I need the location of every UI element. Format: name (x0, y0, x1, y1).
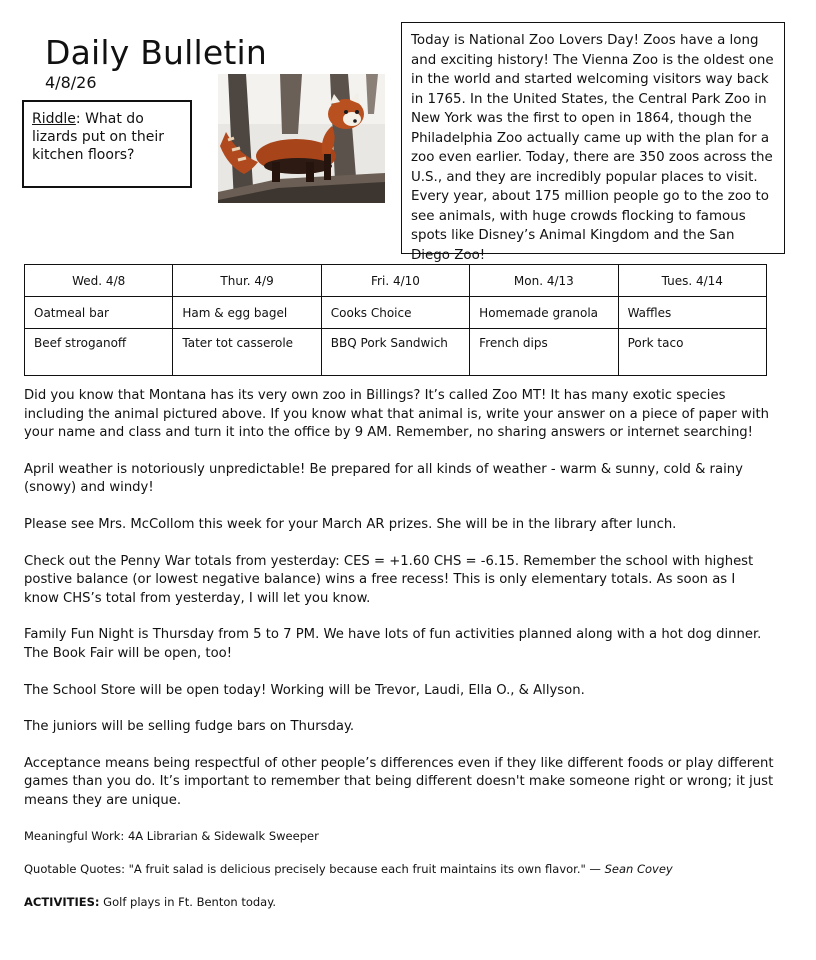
quote-prefix: Quotable Quotes: (24, 861, 129, 876)
lunch-menu-table (24, 264, 767, 376)
bulletin-date: 4/8/26 (45, 73, 97, 92)
announcement-acceptance: Acceptance means being respectful of other people’s differences even if they like different foods or play different games than you do. It’s important to remember that being different doesn't make someone right or wrong; it just means they are unique. (24, 755, 774, 808)
quote-text: "A fruit salad is delicious precisely because each fruit maintains its own flavor." — (128, 861, 605, 876)
announcement-fudge-bars: The juniors will be selling fudge bars on Thursday. (24, 719, 355, 735)
announcement-weather: April weather is notoriously unpredictable! Be prepared for all kinds of weather - warm & sunny, cold & rainy (snowy) and windy! (24, 461, 743, 496)
menu-cell: French dips (470, 329, 618, 376)
menu-day: Wed. 4/8 (25, 265, 173, 297)
announcement-family-fun-night: Family Fun Night is Thursday from 5 to 7 PM. We have lots of fun activities planned along with a hot dog dinner. The Book Fair will be open, too! (24, 627, 762, 661)
announcements (24, 387, 774, 928)
announcement-ar-prizes: Please see Mrs. McCollom this week for your March AR prizes. She will be in the library after lunch. (24, 516, 677, 532)
menu-header-row (25, 265, 767, 297)
menu-day: Thur. 4/9 (173, 265, 321, 297)
menu-cell: Oatmeal bar (25, 297, 173, 329)
menu-day: Mon. 4/13 (470, 265, 618, 297)
menu-cell: Homemade granola (470, 297, 618, 329)
meaningful-work: Meaningful Work: 4A Librarian & Sidewalk Sweeper (24, 828, 319, 843)
activities-label: ACTIVITIES: (24, 894, 100, 909)
menu-cell: Cooks Choice (321, 297, 469, 329)
menu-cell: Pork taco (618, 329, 766, 376)
menu-lunch-row (25, 329, 767, 376)
page-title: Daily Bulletin (45, 33, 268, 72)
menu-cell: Waffles (618, 297, 766, 329)
riddle-box (22, 100, 192, 188)
activities (24, 895, 774, 910)
menu-cell: Tater tot casserole (173, 329, 321, 376)
red-panda-photo (218, 74, 385, 203)
activities-text: Golf plays in Ft. Benton today. (99, 894, 277, 909)
footer-notes (24, 829, 774, 910)
menu-day: Fri. 4/10 (321, 265, 469, 297)
riddle-text: : What do lizards put on their kitchen floors? (32, 111, 165, 163)
quotable-quote (24, 862, 774, 877)
riddle-label: Riddle (32, 111, 76, 127)
quote-author: Sean Covey (604, 861, 673, 876)
announcement-zoo-mt: Did you know that Montana has its very own zoo in Billings? It’s called Zoo MT! It has many exotic species including the animal pictured above. If you know what that animal is, write your answer on a piece of paper with your name and class and turn it into the office by 9 AM. Remember, no sharing answers or internet searching! (24, 388, 770, 441)
menu-breakfast-row (25, 297, 767, 329)
menu-day: Tues. 4/14 (618, 265, 766, 297)
announcement-school-store: The School Store will be open today! Working will be Trevor, Laudi, Ella O., & Allyson. (24, 682, 585, 698)
announcement-penny-war: Check out the Penny War totals from yesterday: CES = +1.60 CHS = -6.15. Remember the school with highest postive balance (or lowest negative balance) wins a free recess! This is only elementary totals. As soon as I know CHS’s total from yesterday, I will let you know. (24, 553, 754, 606)
menu-cell: BBQ Pork Sandwich (321, 329, 469, 376)
menu-cell: Beef stroganoff (25, 329, 173, 376)
zoo-history-box: Today is National Zoo Lovers Day! Zoos have a long and exciting history! The Vienna Zoo is the oldest one in the world and started welcoming visitors way back in 1765. In the United States, the Central Park Zoo in New York was the first to open in 1864, though the Philadelphia Zoo actually came up with the plan for a zoo even earlier. Today, there are 350 zoos across the U.S., and they are incredibly popular places to visit. Every year, about 175 million people go to the zoo to see animals, with huge crowds flocking to famous spots like Disney’s Animal Kingdom and the San Diego Zoo! (401, 22, 785, 254)
menu-cell: Ham & egg bagel (173, 297, 321, 329)
